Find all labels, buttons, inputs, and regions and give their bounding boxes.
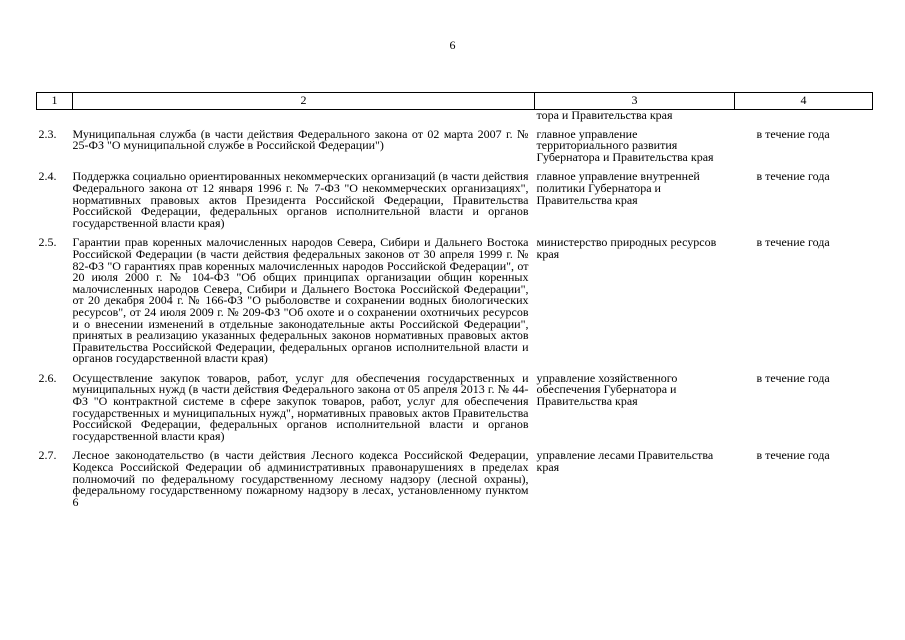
row-number: 2.4.: [38, 169, 57, 184]
row-description: Поддержка социально ориентированных некоммерческих организаций (в части действия Федерального закона от 12 января 1996 г. № 7-ФЗ "О некоммерческих организациях", нормативных правовых актов Президента Российской Федерации, Правительства Российской Федерации, федеральных органов исполнительной власти и органов государственной власти края): [72, 169, 529, 230]
table-row: [37, 171, 873, 237]
row-number: 2.7.: [38, 448, 57, 463]
row-number: 2.6.: [38, 370, 57, 385]
table-row: [37, 450, 873, 516]
column-header-1: 1: [37, 93, 73, 110]
row-responsible: управление хозяйственного обеспечения Губернатора и Правительства края: [536, 370, 678, 409]
column-header-2: 2: [73, 93, 535, 110]
row-description: Лесное законодательство (в части действия Лесного кодекса Российской Федерации, Кодекса Российской Федерации об административных правонарушениях в пределах полномочий по федеральному государственному лесному надзору (лесной охраны), федеральному государственному пожарному надзору в лесах, установленному пунктом 6: [72, 448, 529, 509]
row-term: в течение года: [756, 448, 830, 463]
table-header-row: [37, 93, 873, 110]
row-description: Муниципальная служба (в части действия Федерального закона от 02 марта 2007 г. № 25-ФЗ "О муниципальной службе в Российской Федерации"): [72, 126, 529, 153]
row-term: в течение года: [756, 235, 830, 250]
column-header-3: 3: [535, 93, 735, 110]
table-row: [37, 373, 873, 451]
continuation-responsible: тора и Правительства края: [536, 108, 673, 122]
continuation-row: [37, 110, 873, 129]
page-number: 6: [449, 38, 456, 52]
column-header-4: 4: [735, 93, 873, 110]
table-row: [37, 129, 873, 172]
row-responsible: главное управление внутренней политики Губернатора и Правительства края: [536, 169, 700, 207]
row-term: в течение года: [756, 126, 830, 141]
row-term: в течение года: [756, 169, 830, 184]
table-row: [37, 237, 873, 373]
row-description: Осуществление закупок товаров, работ, услуг для обеспечения государственных и муниципальных нужд (в части действия Федерального закона от 05 апреля 2013 г. № 44-ФЗ "О контрактной системе в сфере закупок товаров, работ, услуг для обеспечения государственных и муниципальных нужд", нормативных правовых актов Правительства Российской Федерации, федеральных органов исполнительной власти и органов государственной власти края): [72, 370, 529, 443]
row-responsible: главное управление территориального развития Губернатора и Правительства края: [536, 126, 714, 164]
row-term: в течение года: [756, 370, 830, 385]
plan-table: [36, 92, 873, 516]
row-responsible: управление лесами Правительства края: [536, 448, 714, 475]
row-description: Гарантии прав коренных малочисленных народов Севера, Сибири и Дальнего Востока Российской Федерации (в части действия федеральных законов от 30 апреля 1999 г. № 82-ФЗ "О гарантиях прав коренных малочисленных народов Российской Федерации", от 20 июля 2000 г. № 104-ФЗ "Об общих принципах организации общин коренных малочисленных народов Севера, Сибири и Дальнего Востока Российской Федерации", от 20 декабря 2004 г. № 166-ФЗ "О рыболовстве и сохранении водных биологических ресурсов", от 24 июля 2009 г. № 209-ФЗ "Об охоте и о сохранении охотничьих ресурсов и о внесении изменений в отдельные законодательные акты Российской Федерации", принятых в реализацию указанных федеральных законов нормативных правовых актов Правительства Российской Федерации, федеральных органов исполнительной власти и органов государственной власти края): [72, 235, 529, 366]
row-number: 2.5.: [38, 235, 57, 250]
row-number: 2.3.: [38, 126, 57, 141]
row-responsible: министерство природных ресурсов края: [536, 235, 717, 261]
